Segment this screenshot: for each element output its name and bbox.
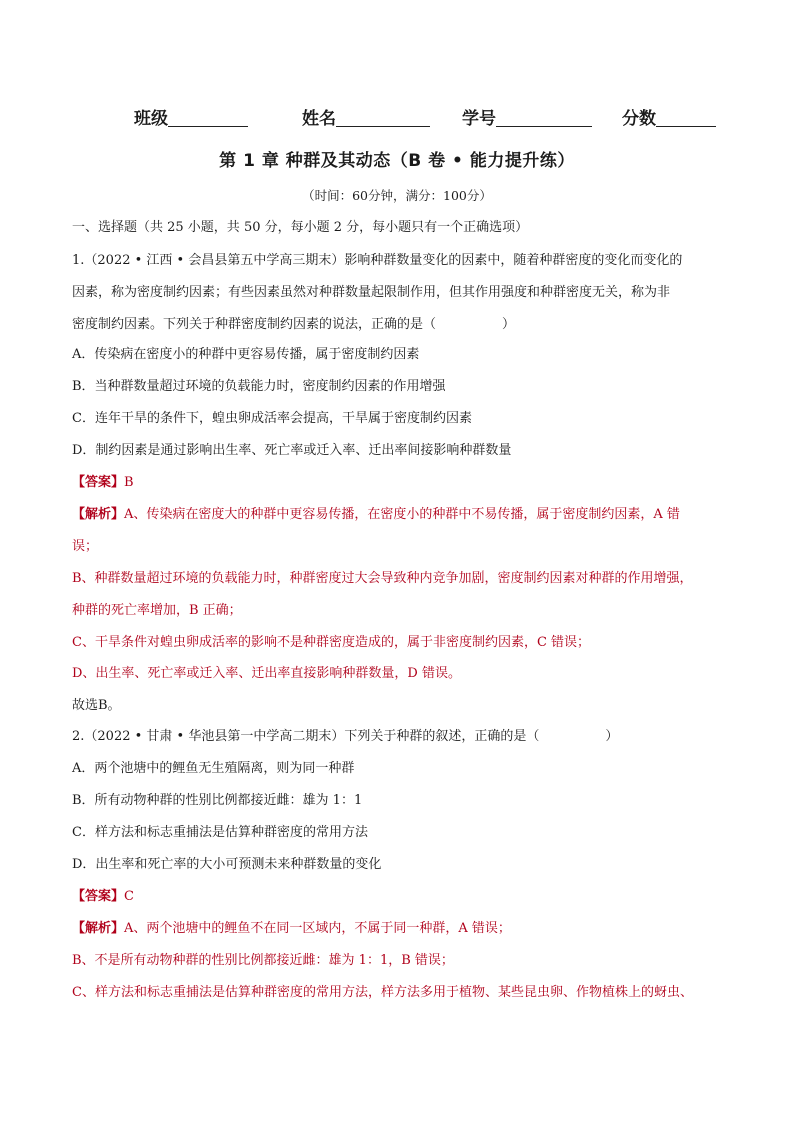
q1-option-c: C．连年干旱的条件下，蝗虫卵成活率会提高，干旱属于密度制约因素 xyxy=(72,411,472,426)
q2-option-c: C．样方法和标志重捕法是估算种群密度的常用方法 xyxy=(72,825,368,840)
q1-stem-line-2: 因素，称为密度制约因素；有些因素虽然对种群数量起限制作用，但其作用强度和种群密度无关，称为非 xyxy=(72,285,671,300)
q1-stem-text: 密度制约因素。下列关于种群密度制约因素的说法，正确的是（ xyxy=(72,317,437,332)
score-field[interactable] xyxy=(622,104,716,129)
q1-answer xyxy=(72,473,732,493)
q1-answer-value: B xyxy=(124,475,134,490)
q2-answer-label: 【答案】 xyxy=(72,889,125,904)
class-blank[interactable] xyxy=(168,108,248,127)
section-heading: 一、选择题（共 25 小题，共 50 分，每小题 2 分，每小题只有一个正确选项） xyxy=(72,220,529,235)
q2-analysis-line-3: C、样方法和标志重捕法是估算种群密度的常用方法，样方法多用于植物、某些昆虫卵、作物植株上的蚜虫、 xyxy=(72,985,693,1000)
score-label: 分数 xyxy=(622,109,656,129)
q2-analysis-label: 【解析】 xyxy=(72,921,125,936)
q2-answer xyxy=(72,887,732,907)
q1-stem-line-3 xyxy=(72,315,732,335)
q1-analysis-line-2: 误； xyxy=(72,539,99,554)
q1-analysis-label: 【解析】 xyxy=(72,507,125,522)
q1-option-a: A．传染病在密度小的种群中更容易传播，属于密度制约因素 xyxy=(72,347,420,362)
q2-stem xyxy=(72,727,732,747)
q1-stem-close: ） xyxy=(502,317,516,332)
q2-analysis-line-1 xyxy=(72,919,732,939)
q2-analysis-line-2: B、不是所有动物种群的性别比例都接近雌：雄为 1：1，B 错误； xyxy=(72,953,454,968)
q1-conclusion: 故选B。 xyxy=(72,698,121,713)
q1-analysis-line-6: D、出生率、死亡率或迁入率、迁出率直接影响种群数量，D 错误。 xyxy=(72,666,461,681)
q2-stem-close: ） xyxy=(605,729,619,744)
score-blank[interactable] xyxy=(656,108,716,127)
name-field[interactable] xyxy=(302,104,430,129)
q1-option-d: D．制约因素是通过影响出生率、死亡率或迁入率、迁出率间接影响种群数量 xyxy=(72,443,512,458)
q2-option-a: A．两个池塘中的鲤鱼无生殖隔离，则为同一种群 xyxy=(72,761,355,776)
q2-answer-value: C xyxy=(124,889,134,904)
q1-analysis-line-3: B、种群数量超过环境的负载能力时，种群密度过大会导致种内竞争加剧，密度制约因素对种群的作用增强， xyxy=(72,571,693,586)
student-info-row xyxy=(134,104,734,130)
q2-option-d: D．出生率和死亡率的大小可预测未来种群数量的变化 xyxy=(72,857,382,872)
page-title: 第 1 章 种群及其动态（B 卷 • 能力提升练） xyxy=(219,151,575,171)
q1-analysis-line-4: 种群的死亡率增加，B 正确； xyxy=(72,603,242,618)
class-field[interactable] xyxy=(134,104,248,129)
exam-time-score: （时间：60分钟，满分：100分） xyxy=(302,188,492,203)
q1-analysis-line-1 xyxy=(72,505,732,525)
q1-analysis-text-1: A、传染病在密度大的种群中更容易传播，在密度小的种群中不易传播，属于密度制约因素，A 错 xyxy=(124,507,680,522)
name-blank[interactable] xyxy=(336,108,430,127)
student-id-blank[interactable] xyxy=(496,108,592,127)
q1-stem-line-1: 1.（2022 • 江西 • 会昌县第五中学高三期末）影响种群数量变化的因素中，随着种群密度的变化而变化的 xyxy=(72,253,683,268)
q2-option-b: B．所有动物种群的性别比例都接近雌：雄为 1：1 xyxy=(72,793,363,808)
q1-option-b: B．当种群数量超过环境的负载能力时，密度制约因素的作用增强 xyxy=(72,379,446,394)
student-id-label: 学号 xyxy=(462,109,496,129)
q1-analysis-line-5: C、干旱条件对蝗虫卵成活率的影响不是种群密度造成的，属于非密度制约因素，C 错误； xyxy=(72,635,591,650)
q2-analysis-text-1: A、两个池塘中的鲤鱼不在同一区域内，不属于同一种群，A 错误； xyxy=(124,921,511,936)
q1-answer-label: 【答案】 xyxy=(72,475,125,490)
student-id-field[interactable] xyxy=(462,104,592,129)
name-label: 姓名 xyxy=(302,109,336,129)
q2-stem-text: 2.（2022 • 甘肃 • 华池县第一中学高二期末）下列关于种群的叙述，正确的是（ xyxy=(72,729,540,744)
class-label: 班级 xyxy=(134,109,168,129)
